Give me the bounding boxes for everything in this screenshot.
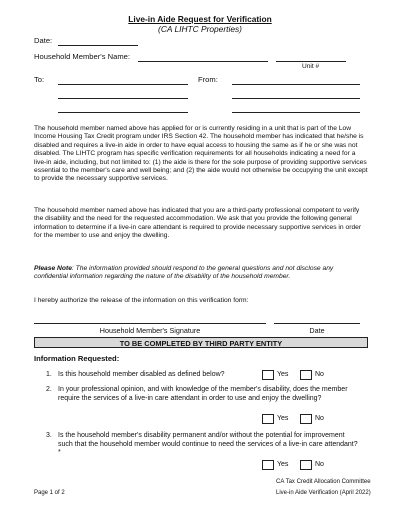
question-3-no-checkbox[interactable] [300, 460, 312, 470]
from-label: From: [198, 75, 218, 84]
question-1-number: 1. [46, 371, 52, 378]
please-note-label: Please Note [34, 265, 72, 272]
info-requested-heading: Information Requested: [34, 354, 120, 363]
page-number: Page 1 of 2 [34, 490, 65, 496]
to-label: To: [34, 75, 45, 84]
to-field-line-1[interactable] [58, 84, 188, 85]
request-paragraph: The household member named above has indicated that you are a third-party professional competent to verify the disability and the need for the requested accommodation. We ask that you provide the following general information to determine if a live-in care attendant is required to provide necessary supportive services in order for the member to use and enjoy the dwelling. [34, 207, 362, 240]
footer-org: CA Tax Credit Allocation Committee [276, 479, 371, 485]
question-2-text: In your professional opinion, and with knowledge of the member's disability, does the member require the services of a live-in care attendant in order to use and enjoy the dwelling? [58, 386, 348, 402]
authorize-text: I hereby authorize the release of the information on this verification form: [34, 297, 249, 304]
question-2-no-checkbox[interactable] [300, 414, 312, 424]
question-1-yes-label: Yes [277, 371, 289, 378]
question-1-yes-checkbox[interactable] [262, 370, 274, 380]
question-2-number: 2. [46, 386, 52, 393]
please-note-paragraph [34, 265, 368, 282]
from-field-line-1[interactable] [232, 84, 360, 85]
program-paragraph: The household member named above has applied for or is currently residing in a unit that is part of the Low Income Housing Tax Credit program under IRS Section 42. The household member has indicated that he/she is disabled and requires a live-in aide in order to have equal access to housing the same as if he or she was not disabled. The LIHTC program has specific verification requirements for all households indicating a need for a live-in aide, including, but not limited to: (1) the aide is there for the sole purpose of providing supportive services essential to the member's care and well being; and (2) the aide would not otherwise be occupying the unit except to provide the necessary supportive services. [34, 125, 368, 183]
signature-field[interactable] [34, 323, 266, 324]
to-field-line-2[interactable] [58, 98, 188, 99]
form-subtitle: (CA LIHTC Properties) [158, 24, 242, 34]
question-3-number: 3. [46, 432, 52, 439]
date-label: Date: [34, 36, 53, 45]
unit-label: Unit # [302, 63, 320, 70]
question-3-yes-checkbox[interactable] [262, 460, 274, 470]
question-3-no-label: No [315, 461, 324, 468]
question-3-yes-label: Yes [277, 461, 289, 468]
from-field-line-3[interactable] [232, 112, 360, 113]
question-1-no-checkbox[interactable] [300, 370, 312, 380]
to-field-line-3[interactable] [58, 112, 188, 113]
member-name-field[interactable] [138, 61, 268, 62]
signature-date-field[interactable] [274, 323, 360, 324]
from-field-line-2[interactable] [232, 98, 360, 99]
question-3-text: Is the household member's disability permanent and/or without the potential for improvement such that the household member would continue to need the services of a live-in care attendant?* [58, 432, 358, 457]
footer-form-name: Live-in Aide Verification (April 2022) [276, 490, 371, 496]
question-1-no-label: No [315, 371, 324, 378]
signature-label: Household Member's Signature [99, 326, 201, 335]
question-2-yes-label: Yes [277, 415, 289, 422]
date-field[interactable] [58, 45, 138, 46]
signature-date-label: Date [309, 326, 325, 335]
question-2-no-label: No [315, 415, 324, 422]
question-1-text: Is this household member disabled as defined below? [58, 371, 225, 378]
form-title: Live-in Aide Request for Verification [128, 14, 272, 24]
member-name-label: Household Member's Name: [34, 52, 130, 61]
please-note-text: : The information provided should respond to the general questions and not disclose any confidential information regarding the nature of the disability of the household member. [34, 265, 334, 281]
question-2-yes-checkbox[interactable] [262, 414, 274, 424]
third-party-banner: TO BE COMPLETED BY THIRD PARTY ENTITY [34, 337, 368, 348]
